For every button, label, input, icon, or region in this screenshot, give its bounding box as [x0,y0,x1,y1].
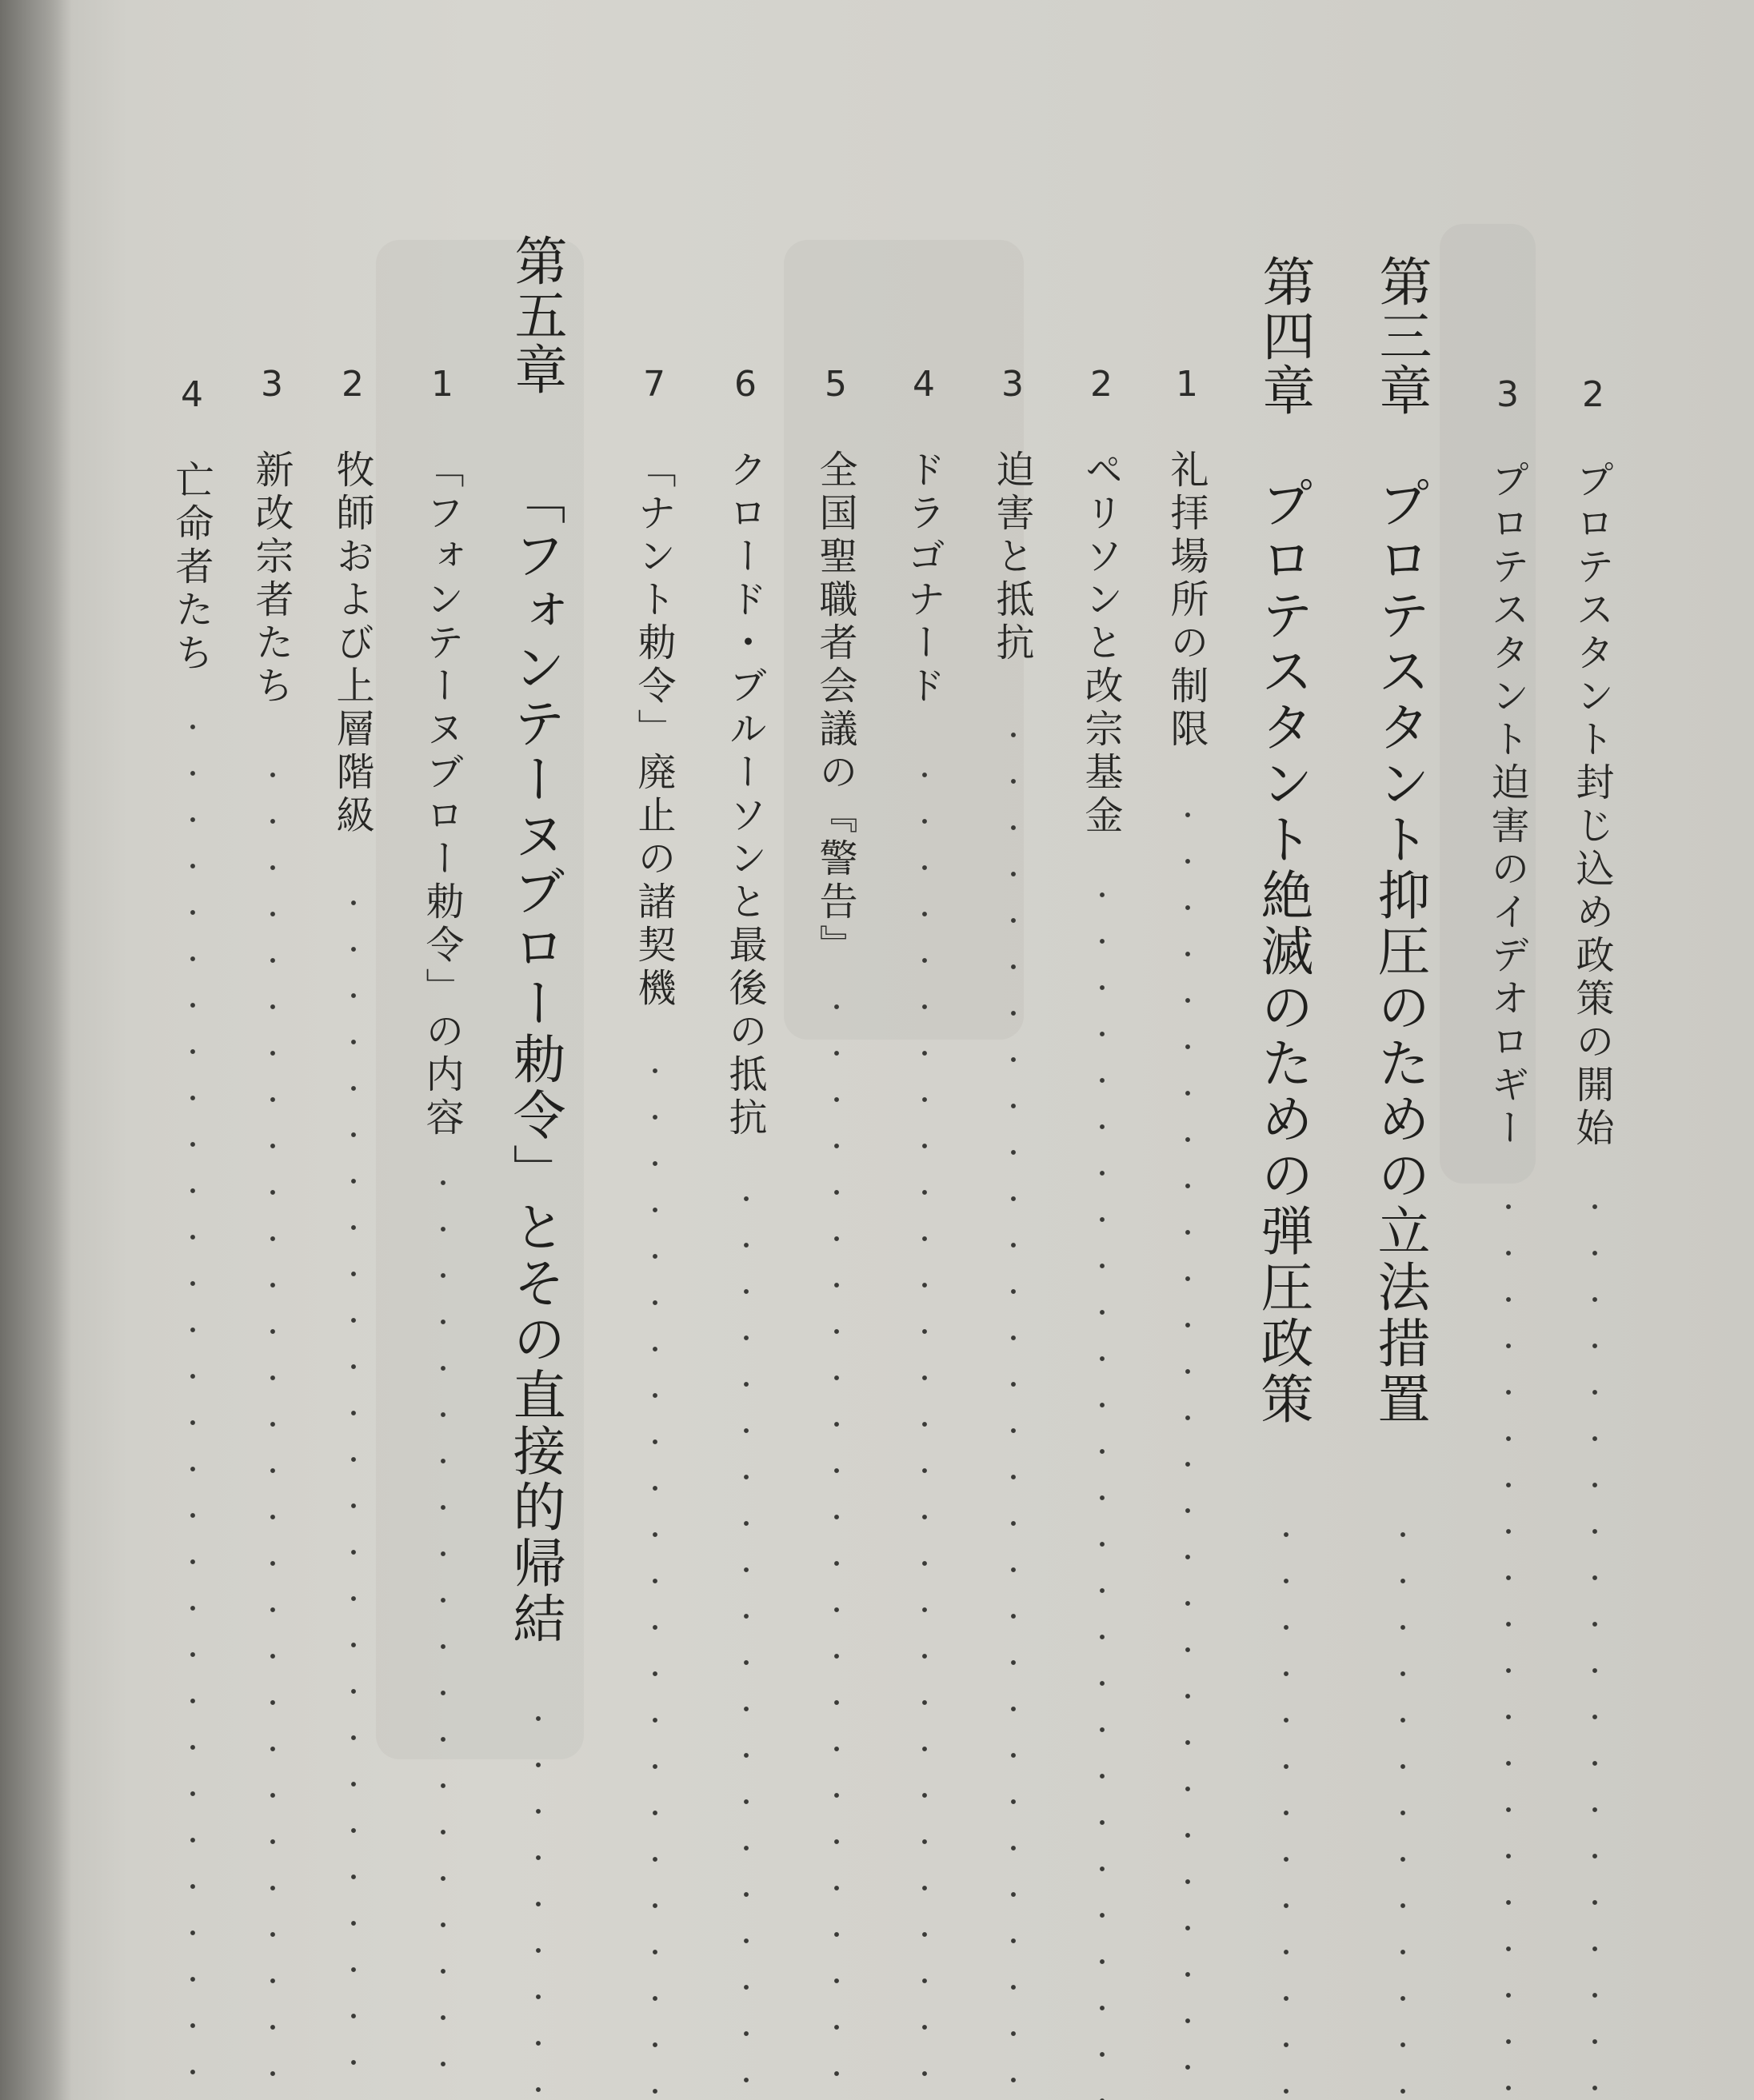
section-number: 3 [1001,364,1024,405]
leader-dots [270,752,275,2100]
book-gutter-shadow [0,0,72,2100]
leader-dots [536,1695,541,2100]
section-number: 2 [1582,374,1604,415]
section-number: 1 [431,364,453,405]
toc-entry-title: 新改宗者たち [249,449,294,709]
section-number: 2 [1090,364,1113,405]
leader-dots [1506,1184,1511,2100]
leader-dots [1400,1511,1405,2100]
leader-dots [834,984,839,2100]
section-number: 2 [342,364,364,405]
section-number: 5 [825,364,847,405]
leader-dots [441,1160,445,2100]
toc-entry-title: 牧師および上層階級 [330,449,374,838]
leader-dots [190,704,195,2100]
toc-entry-title: 「ナント勅令」廃止の諸契機 [631,449,676,1011]
leader-dots [1185,792,1190,2100]
leader-dots [1592,1184,1597,2100]
toc-entry-title: ドラゴナード [901,449,945,709]
toc-entry-title: 礼拝場所の制限 [1164,449,1209,752]
toc-entry-title: 亡命者たち [169,460,214,676]
leader-dots [1284,1511,1289,2100]
toc-entry-title: 迫害と抵抗 [989,449,1034,665]
section-number: 1 [1176,364,1198,405]
chapter-label: 第五章 [505,234,567,397]
chapter-label: 第三章 [1370,254,1432,417]
section-number: 3 [261,364,283,405]
leader-dots [351,880,356,2100]
chapter-title: プロテスタント抑圧のための立法措置 [1368,476,1430,1427]
leader-dots [744,1176,749,2100]
toc-entry-title: プロテスタント迫害のイデオロギー [1484,460,1529,1151]
toc-entry-title: ペリソンと改宗基金 [1078,449,1123,838]
toc-entry-title: プロテスタント封じ込め政策の開始 [1569,460,1614,1151]
section-number: 7 [643,364,665,405]
leader-dots [922,752,927,2100]
toc-entry-title: クロード・ブルーソンと最後の抵抗 [722,449,767,1140]
chapter-title: 「フォンテーヌブロー勅令」とその直接的帰結 [504,472,565,1647]
section-number: 4 [181,374,203,415]
leader-dots [1011,712,1016,2100]
section-number: 4 [913,364,935,405]
section-number: 3 [1496,374,1519,415]
chapter-title: プロテスタント絶滅のための弾圧政策 [1252,476,1313,1427]
leader-dots [653,1048,657,2100]
toc-entry-title: 「フォンテーヌブロー勅令」の内容 [419,449,464,1140]
chapter-label: 第四章 [1253,254,1315,417]
section-number: 6 [734,364,757,405]
leader-dots [1100,872,1105,2100]
toc-entry-title: 全国聖職者会議の『警告』 [813,449,857,968]
